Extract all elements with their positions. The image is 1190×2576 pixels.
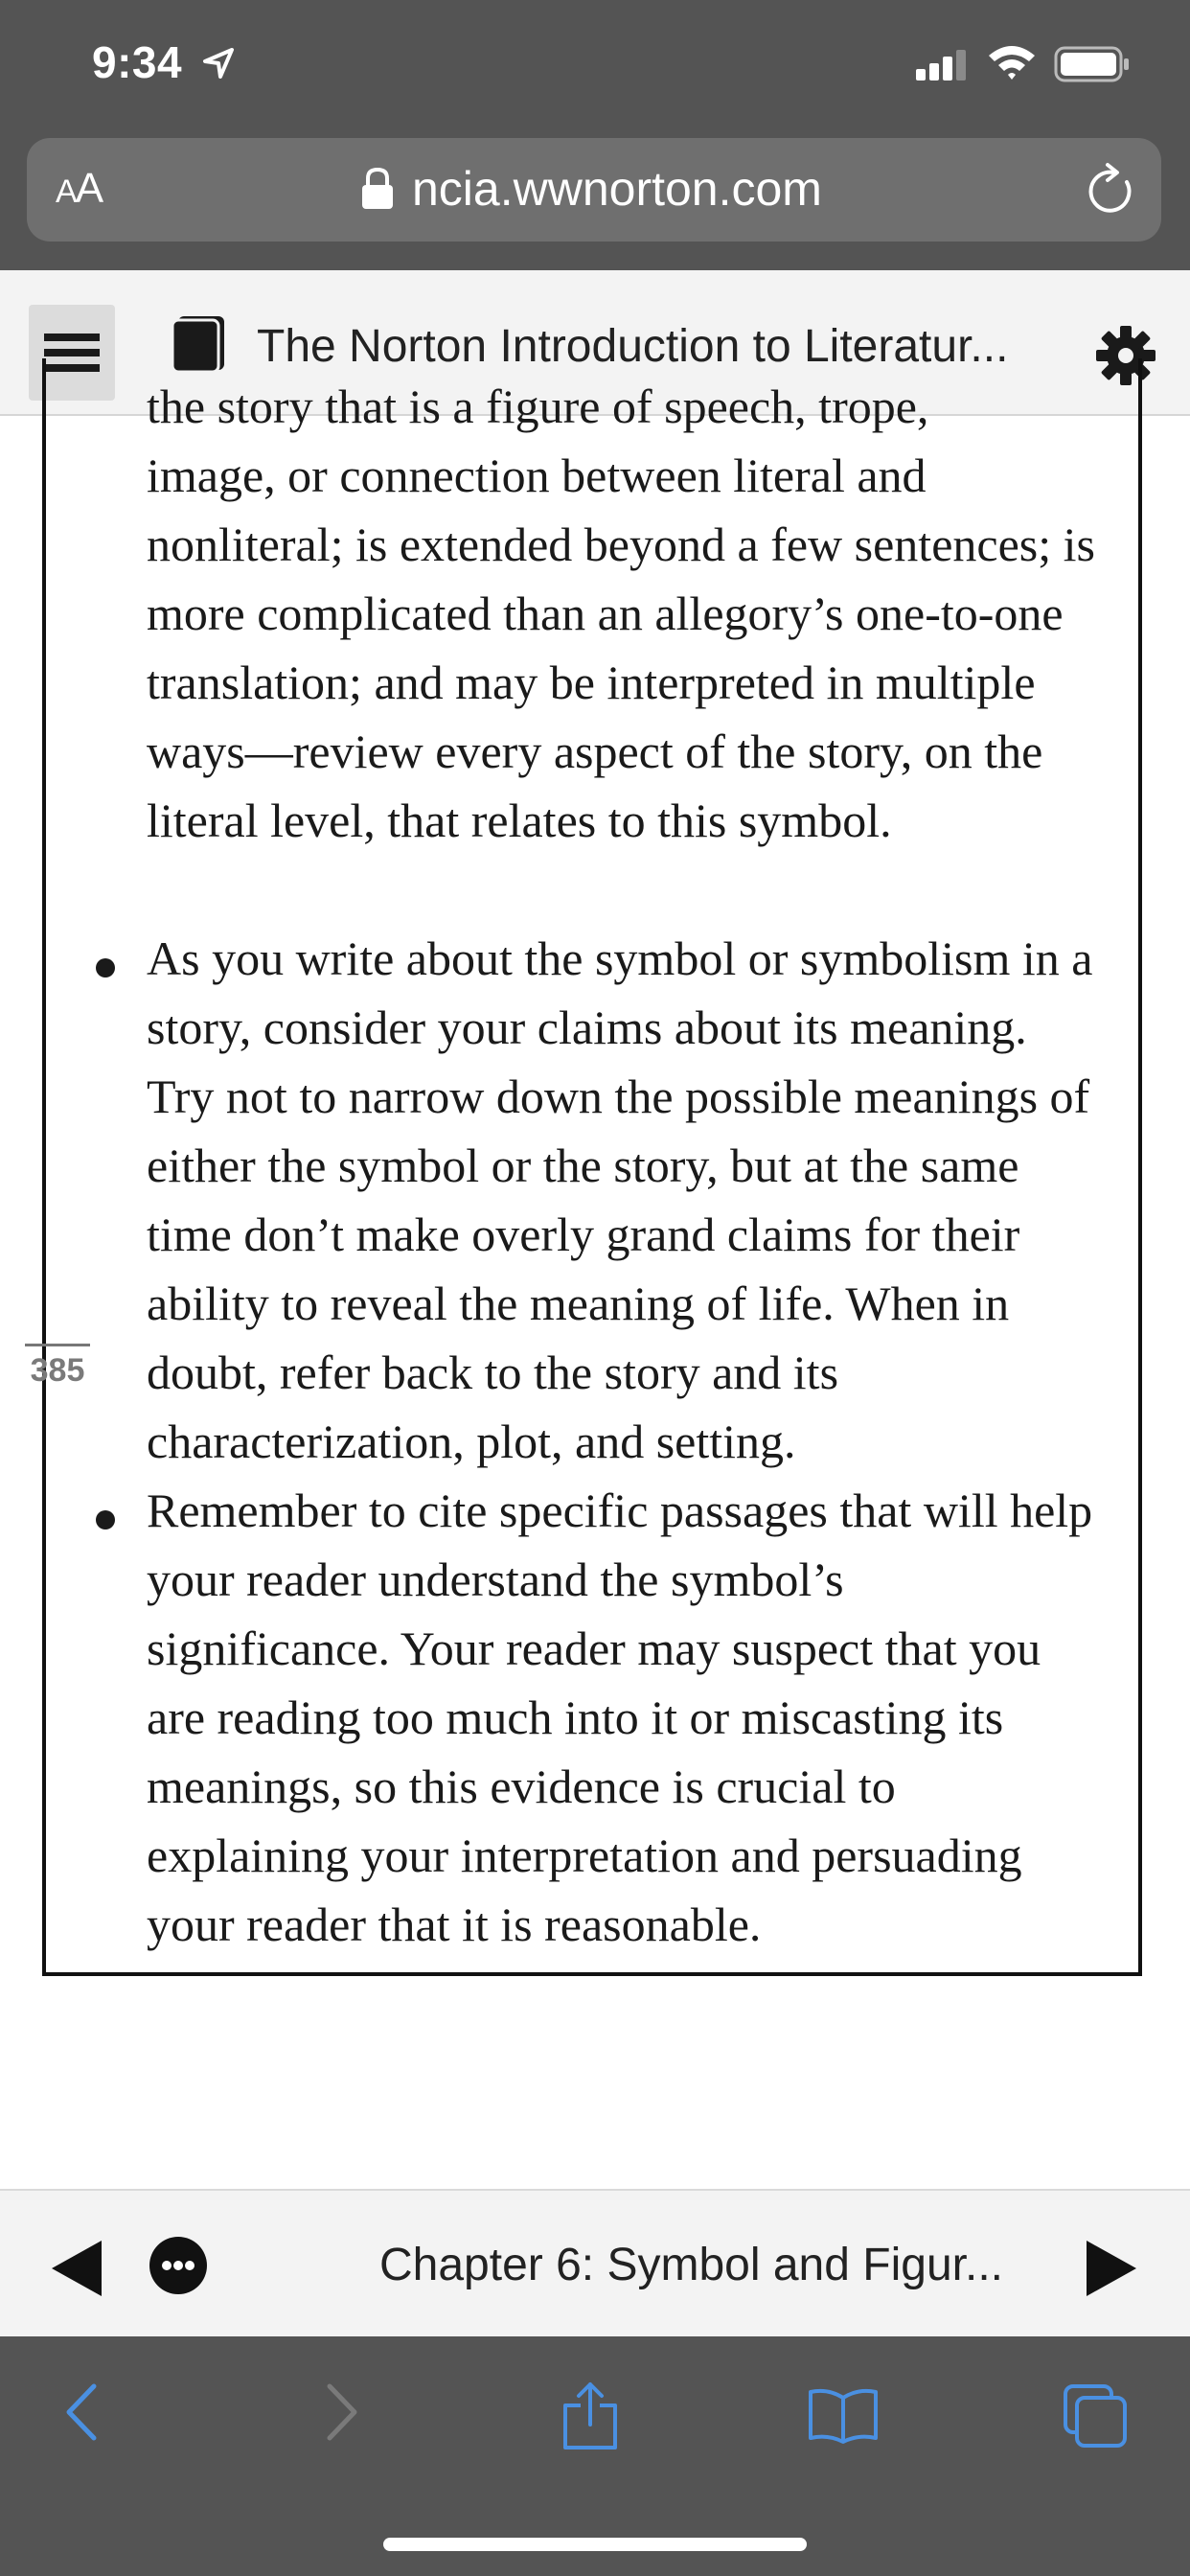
list-item-text: image, or connection between literal and nonliteral; is extended beyond a few sentences; is more complicated than an allegory’s one-to-one translation; and may be interpreted in multiple ways—review every aspect of the story, on the literal level, that relates to this symbol. — [147, 448, 1095, 847]
tabs-icon[interactable] — [1062, 2382, 1129, 2450]
wifi-icon — [987, 42, 1037, 80]
share-icon[interactable] — [560, 2380, 621, 2451]
aa-large-letter: A — [75, 165, 103, 212]
bullet — [96, 1510, 115, 1530]
more-options-button[interactable] — [149, 2237, 207, 2294]
list-item-text: As you write about the symbol or symbolism in a story, consider your claims about its meaning. Try not to narrow down the possible meanings of either the symbol or the story, but at the same time don’t make overly grand claims for their ability to reveal the meaning of life. When in doubt, refer back to the story and its characterization, plot, and setting. — [147, 932, 1093, 1468]
previous-chapter-arrow-icon[interactable] — [48, 2239, 105, 2298]
cellular-signal-icon — [916, 48, 970, 80]
reload-icon[interactable] — [1085, 161, 1138, 218]
list-item-text: Remember to cite specific passages that will help your reader understand the symbol’s significance. Your reader may suspect that you are reading too much into it or miscasting its meanings, so this evidence is crucial to explaining your interpretation and persuading your reader that it is reasonable. — [147, 1484, 1093, 1951]
browser-chrome — [0, 0, 1190, 270]
book-title: The Norton Introduction to Literatur... — [257, 321, 1009, 372]
lock-icon — [360, 167, 395, 211]
aa-small-letter: A — [56, 173, 76, 210]
back-icon[interactable] — [61, 2380, 103, 2444]
page-number-marker: 385 — [25, 1344, 90, 1390]
address-bar[interactable] — [27, 138, 1161, 242]
battery-icon — [1054, 46, 1131, 82]
forward-icon[interactable] — [320, 2380, 362, 2444]
location-arrow-icon — [201, 46, 236, 80]
reading-content — [0, 380, 1190, 2189]
bullet — [96, 958, 115, 978]
url-text[interactable]: ncia.wwnorton.com — [412, 162, 822, 216]
home-indicator[interactable] — [383, 2538, 807, 2551]
bookmarks-icon[interactable] — [807, 2386, 880, 2444]
next-chapter-arrow-icon[interactable] — [1083, 2239, 1140, 2298]
partial-text-line: the story that is a figure of speech, trope, — [147, 380, 929, 433]
safari-toolbar — [0, 2336, 1190, 2576]
reader-text-size-button[interactable] — [56, 165, 102, 213]
chapter-title[interactable]: Chapter 6: Symbol and Figur... — [379, 2240, 1003, 2290]
menu-icon — [44, 334, 100, 341]
chapter-navigation-bar — [0, 2189, 1190, 2338]
status-time: 9:34 — [92, 37, 183, 87]
